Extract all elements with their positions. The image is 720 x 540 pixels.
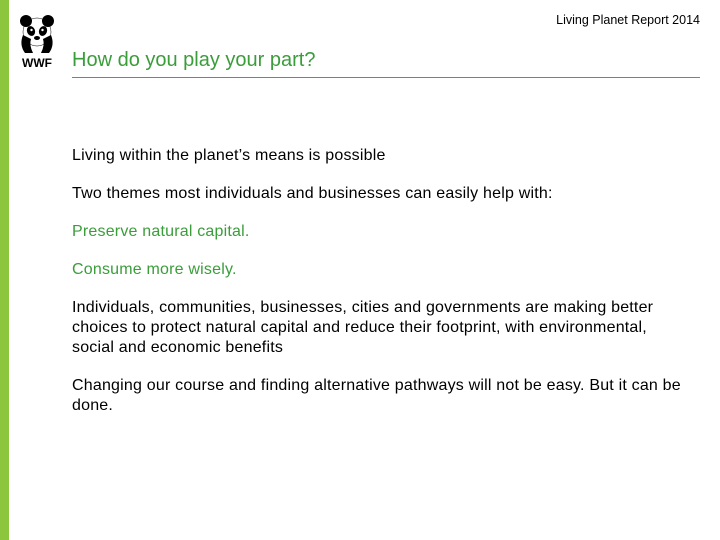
better-choices-paragraph: Individuals, communities, businesses, cities and governments are making better choices to protect natural capital and reduce their footprint, with environmental, social and economic benefits <box>72 299 654 356</box>
left-accent-bar <box>0 0 9 540</box>
statement-possible: Living within the planet’s means is possible <box>72 147 386 164</box>
report-label: Living Planet Report 2014 <box>556 13 700 27</box>
wwf-logo-text: WWF <box>22 56 52 69</box>
theme-consume: Consume more wisely. <box>72 261 237 278</box>
slide-title: How do you play your part? <box>72 49 316 71</box>
wwf-panda-logo <box>15 13 59 69</box>
themes-intro: Two themes most individuals and businesses can easily help with: <box>72 185 553 202</box>
title-divider <box>72 77 700 78</box>
slide-body <box>72 146 682 416</box>
theme-preserve: Preserve natural capital. <box>72 223 250 240</box>
changing-course-paragraph: Changing our course and finding alternative pathways will not be easy. But it can be done. <box>72 377 681 414</box>
